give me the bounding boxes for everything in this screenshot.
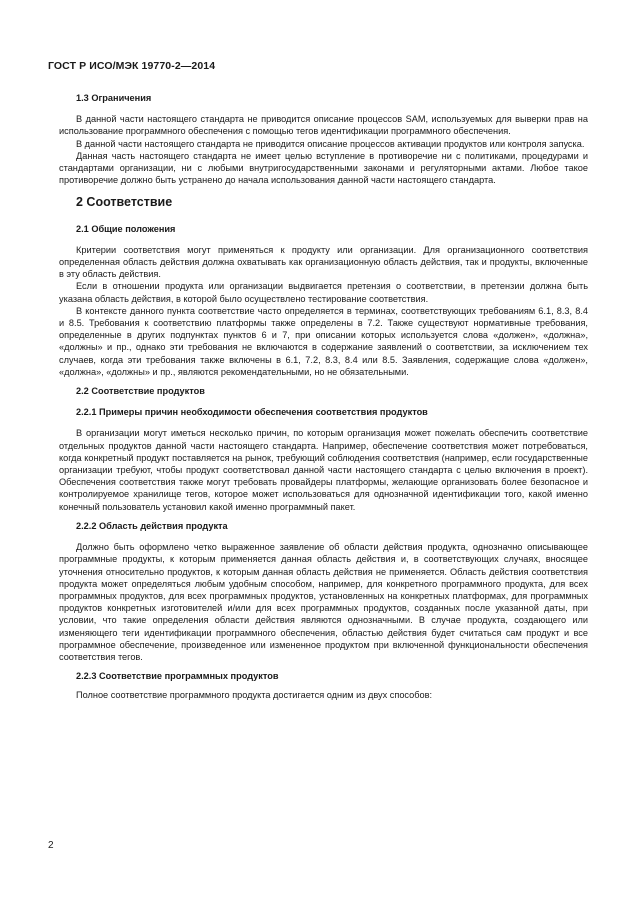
paragraph: Должно быть оформлено четко выраженное заявление об области действия продукта, однозначно описывающее программные продукты, к которым применяется данная область действия и, в соответствующих случаях, вносящее уточнения относительно продуктов, к которым данная область действия не применяется. Область действия соответствия продукта может определяться любым удобным способом, например, для конкретного программного продукта, для всех программных продуктов, для всех программных продуктов, установленных на конкретных платформах, для программных продуктов конкретных изготовителей и/или для всех программных продуктов, созданных после указанной даты, при условии, что такие определения области действия являются однозначными. В случае продукта, создающего или изменяющего теги идентификации программного обеспечения, областью действия будет считаться сам продукт и все программное обеспечение, произведенное или измененное продуктом при включенной функциональности обеспечения соответствия тегов. <box>59 542 588 662</box>
paragraph: В данной части настоящего стандарта не приводится описание процессов SAM, используемых для выверки прав на использование программного обеспечения с помощью тегов идентификации программного обеспечения. <box>59 114 588 137</box>
page-number: 2 <box>48 840 54 851</box>
paragraph: В контексте данного пункта соответствие часто определяется в терминах, соответствующих требованиям 6.1, 8.3, 8.4 и 8.5. Требования к соответствию платформы также определены в 7.2. Также существуют нормативные требования, определенные в других подпунктах пунктов 6 и 7, при описании которых используется слова «должен», «должна», «должны» и пр., однако эти требования не включаются в содержание заявлений о соответствии, за исключением тех случаев, когда эти требования также включены в 6.1, 7.2, 8.3, 8.4 или 8.5. Заявления, содержащие слова «должен», «должна», «должны» и пр., являются рекомендательными, но не обязательными. <box>59 305 588 377</box>
paragraph: Полное соответствие программного продукта достигается одним из двух способов: <box>76 690 433 701</box>
section-heading-2-2-2: 2.2.2 Область действия продукта <box>76 520 228 531</box>
document-body <box>59 92 588 702</box>
section-heading-1-3: 1.3 Ограничения <box>76 93 152 103</box>
chapter-heading-2: 2 Соответствие <box>76 195 173 210</box>
section-heading-2-2: 2.2 Соответствие продуктов <box>76 386 205 397</box>
paragraph: В данной части настоящего стандарта не приводится описание процессов активации продуктов или контроля запуска. <box>76 138 585 149</box>
section-heading-2-1: 2.1 Общие положения <box>76 223 176 234</box>
paragraph: Данная часть настоящего стандарта не имеет целью вступление в противоречие ни с политиками, процедурами и стандартами организации, ни с любыми внутригосударственными законами и регуляторными актами. Любое такое противоречие должно быть устранено до начала использования данной части настоящего стандарта. <box>59 150 588 186</box>
paragraph: Если в отношении продукта или организации выдвигается претензия о соответствии, в претензии должна быть указана область действия, в которой было осуществлено тестирование соответствия. <box>59 281 588 304</box>
paragraph: В организации могут иметься несколько причин, по которым организация может пожелать обеспечить соответствие отдельных продуктов данной части настоящего стандарта. Например, обеспечение соответствия может потребоваться, когда конкретный продукт поставляется на рынок, требующий соблюдения соответствия (например, если государственные организации требуют, чтобы продукт соответствовал данной части настоящего стандарта с целью включения в проект). Обеспечения соответствия также могут требовать провайдеры платформы, желающие организовать более безопасное и контролируемое хранилище тегов, которое может использоваться для однозначной идентификации того, какой именно конечный пользователь установил какой именно программный пакет. <box>59 428 588 512</box>
section-heading-2-2-3: 2.2.3 Соответствие программных продуктов <box>76 671 279 682</box>
paragraph: Критерии соответствия могут применяться к продукту или организации. Для организационного соответствия определенная область действия должна охватывать как организационную область действия, так и продукты, включенные в эту область действия. <box>59 244 588 280</box>
section-heading-2-2-1: 2.2.1 Примеры причин необходимости обеспечения соответствия продуктов <box>76 407 428 418</box>
standard-header: ГОСТ Р ИСО/МЭК 19770-2—2014 <box>48 60 216 72</box>
